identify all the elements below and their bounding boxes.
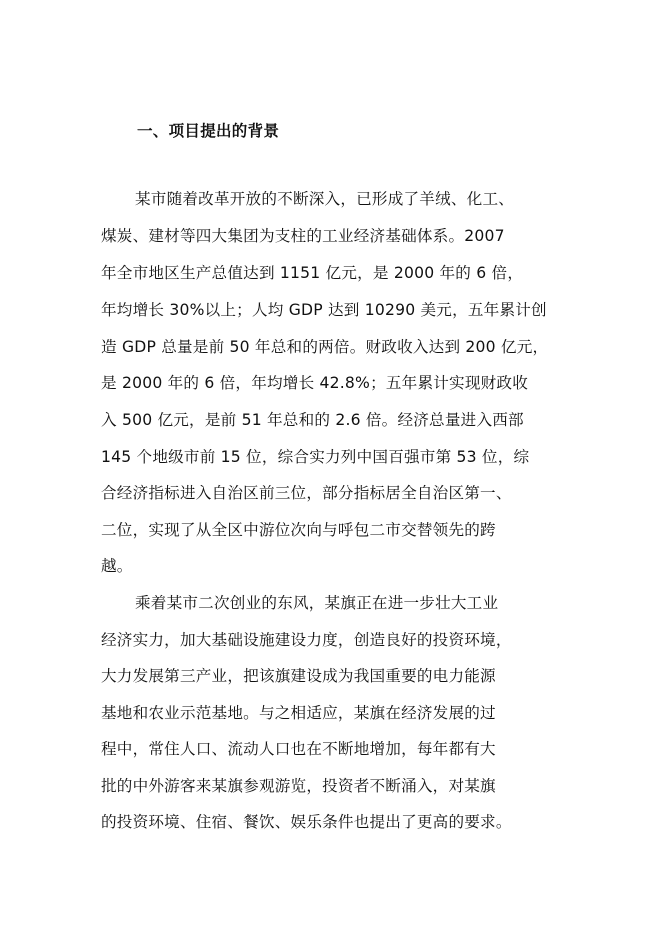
paragraph-1-line: 入 500 亿元，是前 51 年总和的 2.6 倍。经济总量进入西部: [101, 411, 524, 429]
paragraph-1-line: 造 GDP 总量是前 50 年总和的两倍。财政收入达到 200 亿元，: [101, 338, 549, 356]
paragraph-1-line: 年全市地区生产总值达到 1151 亿元，是 2000 年的 6 倍，: [101, 264, 524, 282]
paragraph-1-line: 145 个地级市前 15 位，综合实力列中国百强市第 53 位，综: [101, 448, 530, 466]
paragraph-1-line: 越。: [101, 557, 133, 575]
paragraph-2-line: 乘着某市二次创业的东风，某旗正在进一步壮大工业: [135, 594, 499, 612]
paragraph-2-line: 的投资环境、住宿、餐饮、娱乐条件也提出了更高的要求。: [101, 813, 512, 831]
paragraph-1-line: 是 2000 年的 6 倍，年均增长 42.8%；五年累计实现财政收: [101, 374, 529, 392]
paragraph-1-line: 合经济指标进入自治区前三位，部分指标居全自治区第一、: [101, 484, 512, 502]
paragraph-1-line: 二位，实现了从全区中游位次向与呼包二市交替领先的跨: [101, 521, 496, 539]
paragraph-1-line: 某市随着改革开放的不断深入，已形成了羊绒、化工、: [135, 190, 515, 208]
paragraph-2-line: 经济实力，加大基础设施建设力度，创造良好的投资环境，: [101, 631, 512, 649]
paragraph-2-line: 基地和农业示范基地。与之相适应，某旗在经济发展的过: [101, 704, 496, 722]
paragraph-2-line: 程中，常住人口、流动人口也在不断地增加，每年都有大: [101, 740, 496, 758]
paragraph-1-line: 年均增长 30%以上；人均 GDP 达到 10290 美元，五年累计创: [101, 301, 547, 319]
section-heading: 一、项目提出的背景: [137, 122, 280, 140]
paragraph-2-line: 大力发展第三产业，把该旗建设成为我国重要的电力能源: [101, 667, 496, 685]
paragraph-1-line: 煤炭、建材等四大集团为支柱的工业经济基础体系。2007: [101, 227, 505, 245]
paragraph-2-line: 批的中外游客来某旗参观游览，投资者不断涌入，对某旗: [101, 777, 496, 795]
